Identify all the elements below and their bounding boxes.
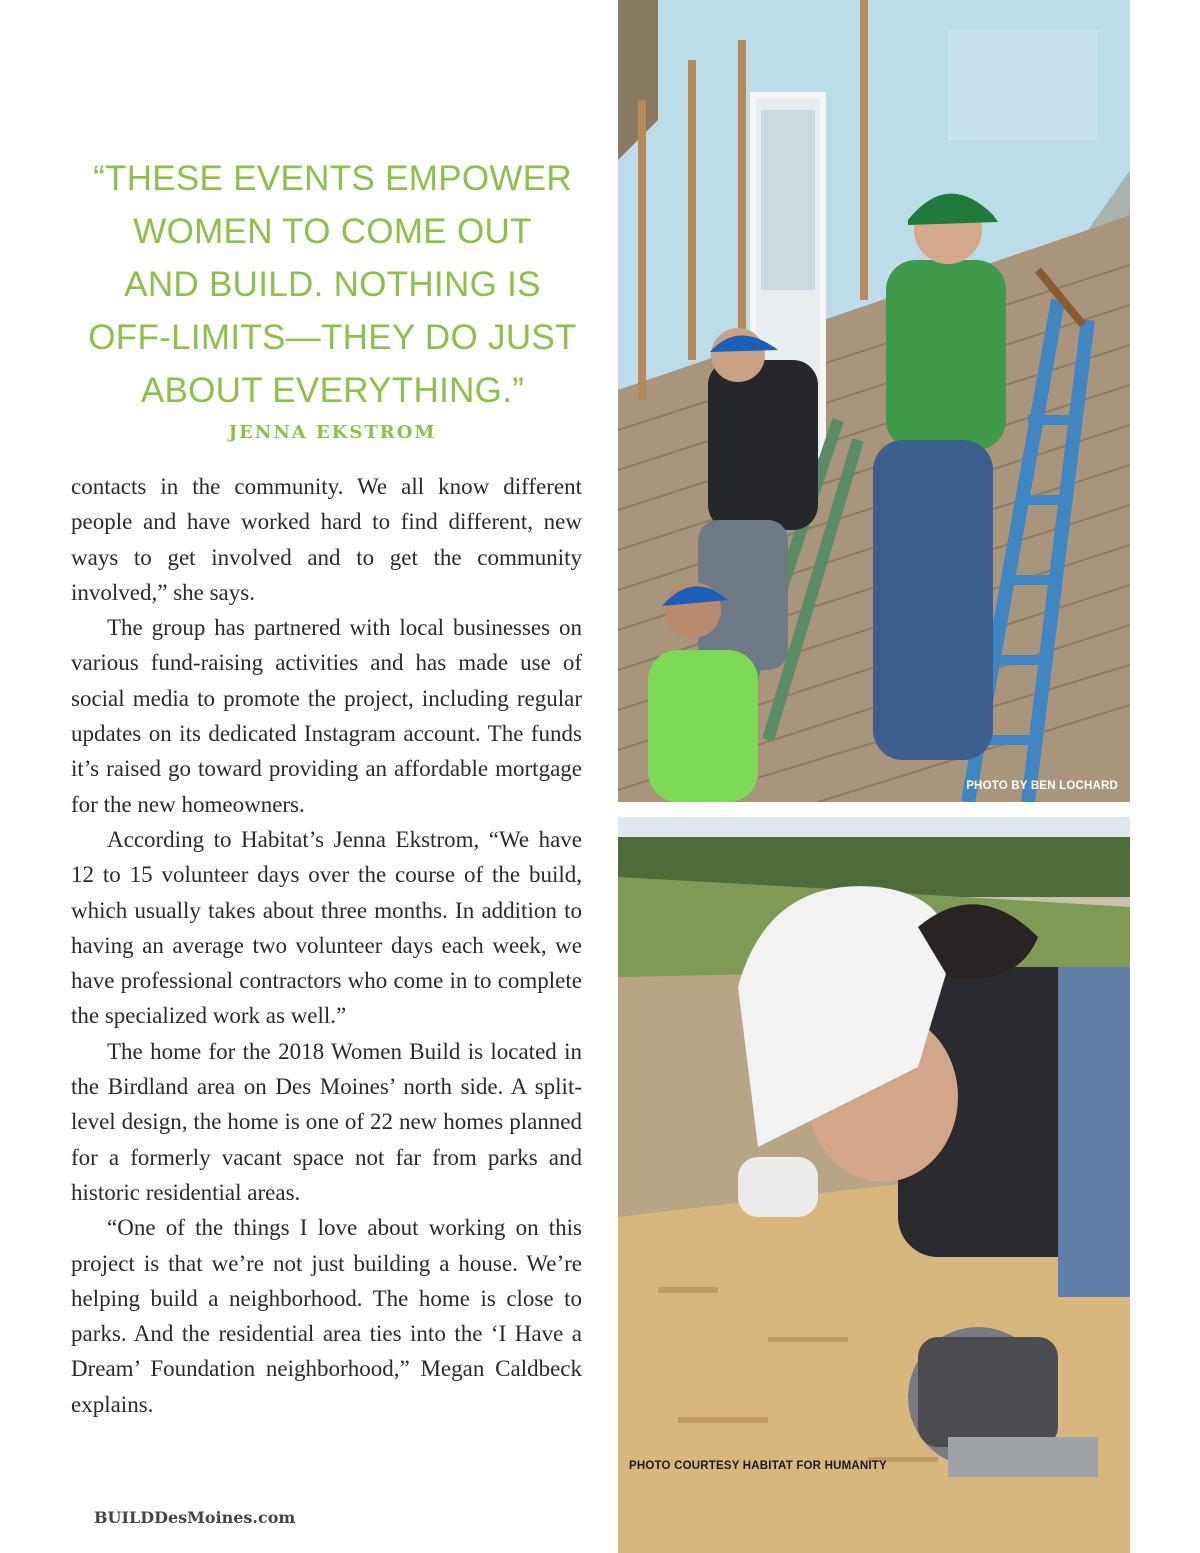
article-paragraph: The home for the 2018 Women Build is located in the Birdland area on Des Moines’ north side. A split-level design, the home is one of 22 new homes planned for a formerly vacant space not far from parks and historic residential areas.: [71, 1038, 582, 1205]
article-paragraph: According to Habitat’s Jenna Ekstrom, “We have 12 to 15 volunteer days over the course of the build, which usually takes about three months. In addition to having an average two volunteer days each week, we have professional contractors who come in to complete the specialized work as well.”: [71, 826, 582, 1029]
footer-site-url: BUILDDesMoines.com: [94, 1508, 296, 1527]
pull-quote-attribution: JENNA EKSTROM: [228, 422, 437, 443]
pull-quote-line: “THESE EVENTS EMPOWER: [93, 159, 572, 198]
article-paragraph: The group has partnered with local businesses on various fund-raising activities and has made use of social media to promote the project, including regular updates on its dedicated Instagram account. The funds it’s raised go toward providing an affordable mortgage for the new homeowners.: [71, 615, 582, 817]
pull-quote-line: AND BUILD. NOTHING IS: [124, 265, 541, 304]
photo-illustration: [618, 817, 1130, 1553]
article-paragraph: contacts in the community. We all know different people and have worked hard to find different, new ways to get involved and to get the community involved,” she says.: [71, 474, 582, 605]
article-paragraph: “One of the things I love about working on this project is that we’re not just building a house. We’re helping build a neighborhood. The home is close to parks. And the residential area ties into the ‘I Have a Dream’ Foundation neighborhood,” Megan Caldbeck explains.: [71, 1215, 582, 1417]
photo-volunteers-on-ladders: [618, 0, 1130, 802]
article-body: [71, 469, 582, 1422]
photo-credit: PHOTO BY BEN LOCHARD: [966, 780, 1118, 792]
photo-illustration: [618, 0, 1130, 802]
photo-credit: PHOTO COURTESY HABITAT FOR HUMANITY: [629, 1460, 887, 1472]
pull-quote-line: OFF-LIMITS—THEY DO JUST: [88, 318, 577, 357]
photo-volunteer-with-saw: [618, 817, 1130, 1553]
pull-quote-line: WOMEN TO COME OUT: [133, 212, 532, 251]
pull-quote-line: ABOUT EVERYTHING.”: [140, 371, 525, 410]
pull-quote: [60, 152, 605, 417]
